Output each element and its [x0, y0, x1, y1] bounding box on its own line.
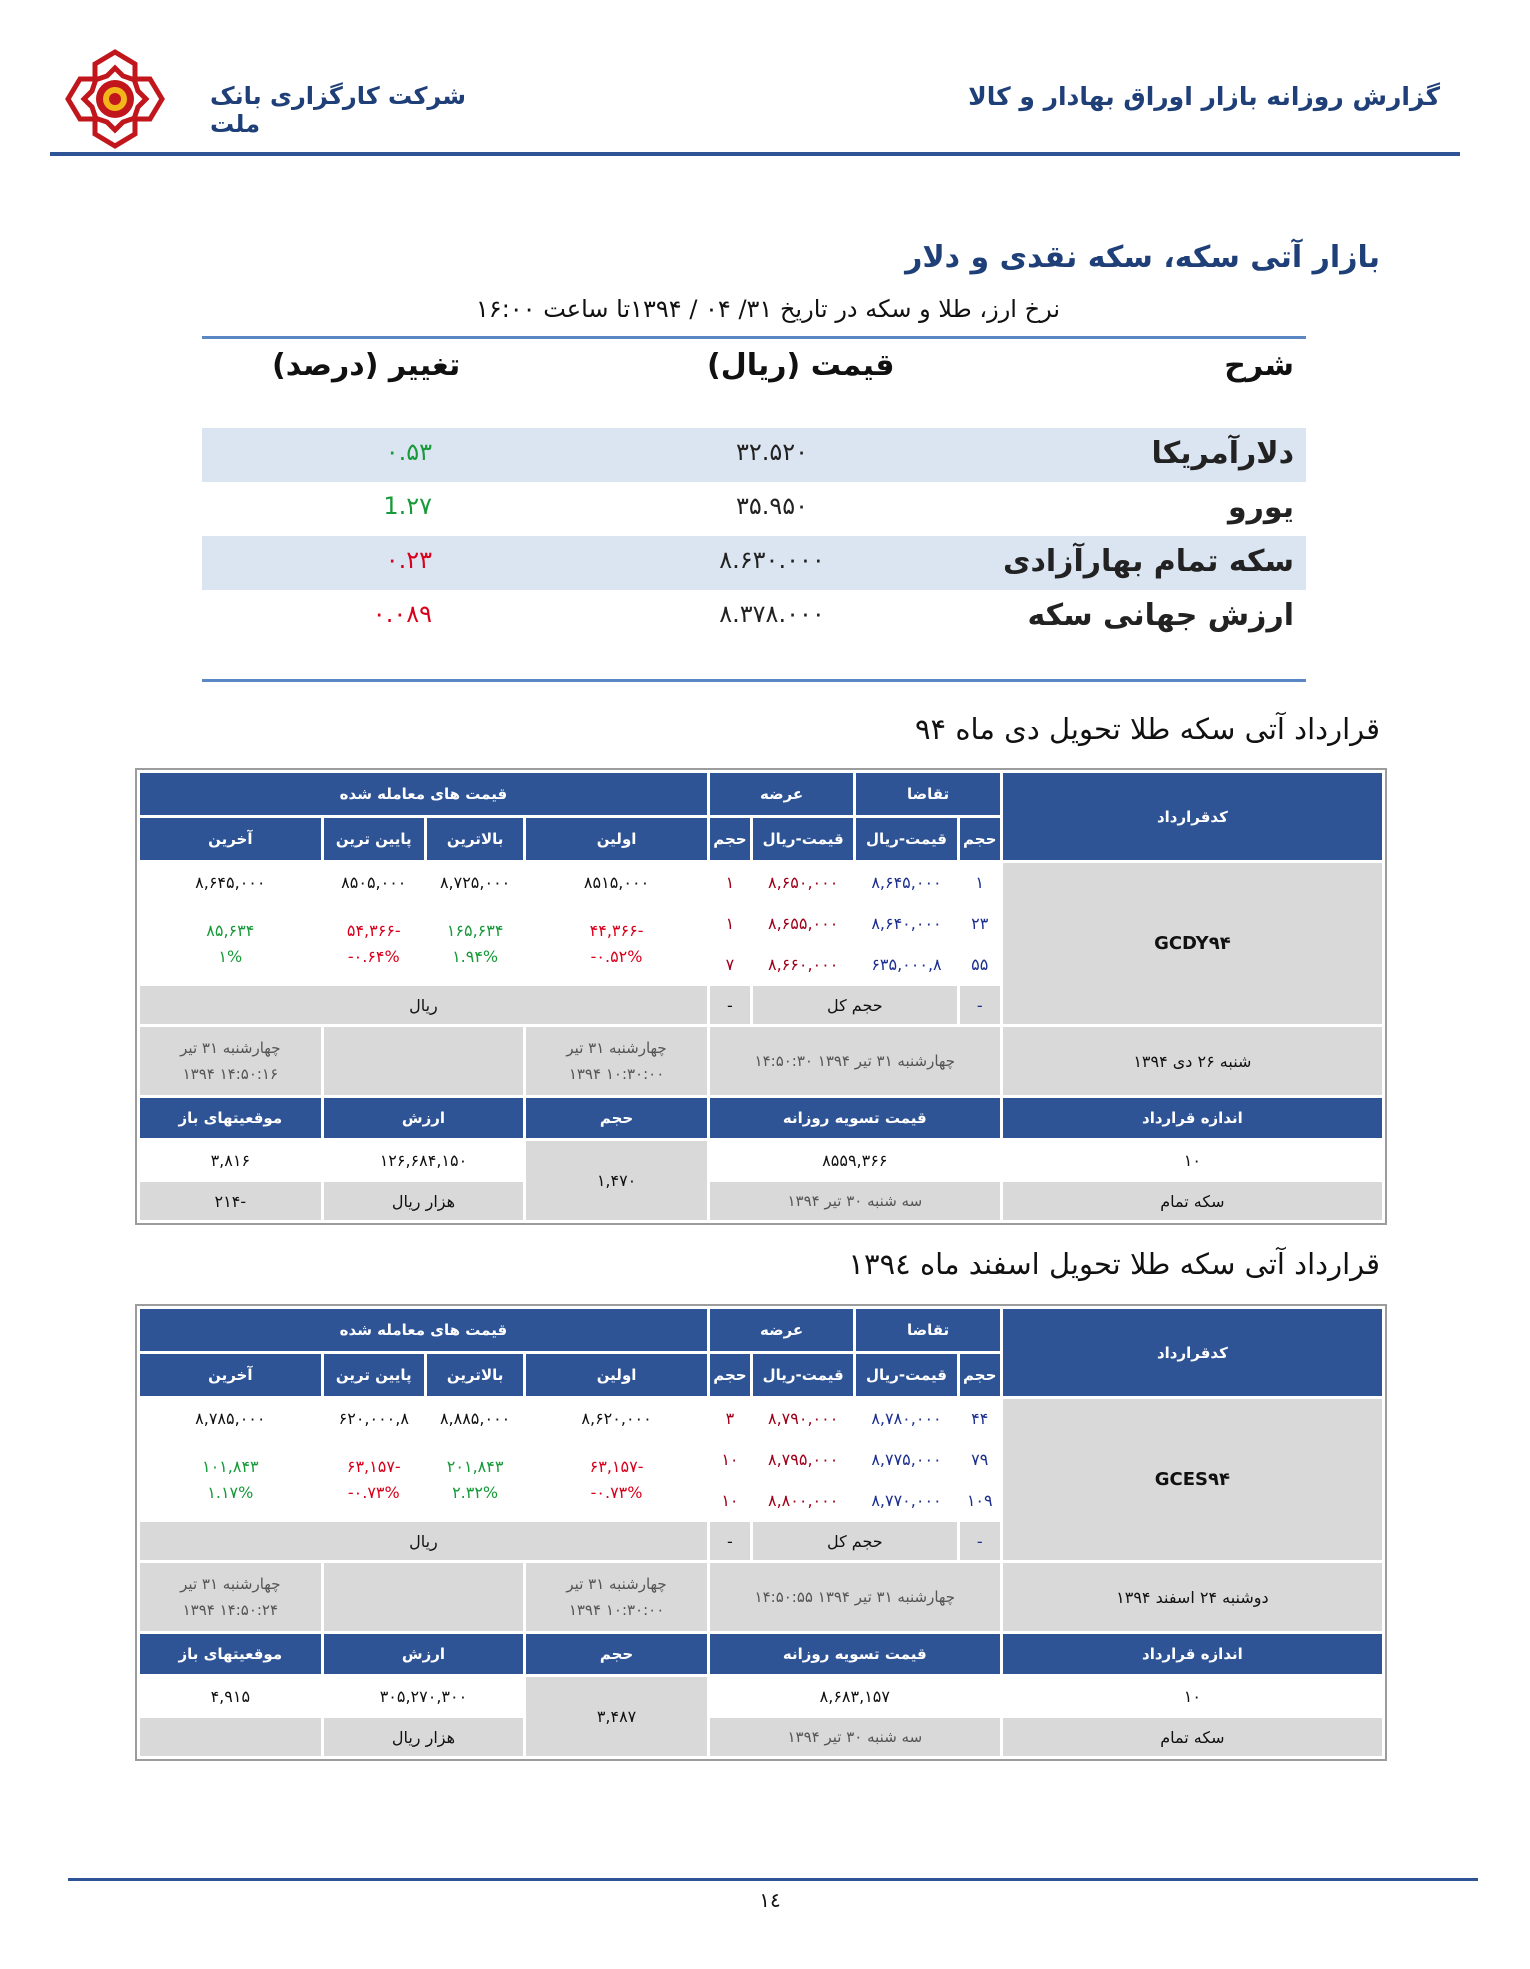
low-change-cell [324, 904, 424, 983]
price-unit: ریال [140, 1522, 707, 1560]
open-positions-change: -۲۱۴ [140, 1182, 321, 1220]
rates-bottom-border [202, 679, 1306, 682]
rate-change: ۰.۲۳ [385, 546, 432, 574]
rate-change: ۰.۰۸۹ [372, 600, 432, 628]
contract-code: GCDY۹۴ [1003, 863, 1382, 1024]
rate-name: یورو [1228, 490, 1294, 525]
high-change-pct: ۲.۳۲% [452, 1482, 499, 1502]
expiry-date: دوشنبه ۲۴ اسفند ۱۳۹۴ [1003, 1563, 1382, 1631]
bid-price: ۸,۷۷۵,۰۰۰ [856, 1440, 956, 1478]
rates-top-border [202, 336, 1306, 339]
header-highest: بالاترین [427, 818, 523, 860]
ask-price: ۸,۶۶۰,۰۰۰ [753, 945, 853, 983]
contract-table [137, 1306, 1385, 1759]
ask-volume: ۱۰ [710, 1481, 750, 1519]
total-volume-dash: - [960, 1522, 1000, 1560]
ask-price: ۸,۶۵۰,۰۰۰ [753, 863, 853, 901]
value-unit: هزار ریال [324, 1718, 524, 1756]
trade-value: ۳۰۵,۲۷۰,۳۰۰ [324, 1677, 524, 1715]
last-trade-time [140, 1027, 321, 1095]
ask-volume: ۱ [710, 904, 750, 942]
lowest-price: ۸۵۰۵,۰۰۰ [324, 863, 424, 901]
last-change: ۸۵,۶۳۴ [206, 920, 255, 940]
first-price: ۸۵۱۵,۰۰۰ [526, 863, 707, 901]
total-volume-dash: - [710, 1522, 750, 1560]
ask-price: ۸,۷۹۵,۰۰۰ [753, 1440, 853, 1478]
rates-table [202, 336, 1306, 682]
bid-volume: ۱۰۹ [960, 1481, 1000, 1519]
first-change-pct: ۰.۵۲%- [590, 946, 643, 966]
low-change-pct: ۰.۷۳%- [347, 1482, 400, 1502]
header-open-positions: موقعیتهای باز [140, 1634, 321, 1674]
header-open-positions: موقعیتهای باز [140, 1098, 321, 1138]
ask-volume: ۱ [710, 863, 750, 901]
header-daily-settlement: قیمت تسویه روزانه [710, 1098, 1000, 1138]
first-trade-day: چهارشنبه ۳۱ تیر [566, 1575, 667, 1593]
header-lowest: پایین ترین [324, 818, 424, 860]
header-lowest: پایین ترین [324, 1354, 424, 1396]
low-change: -۶۳,۱۵۷ [346, 1456, 401, 1476]
header-contract-size: اندازه قرارداد [1003, 1634, 1382, 1674]
order-time: چهارشنبه ۳۱ تیر ۱۳۹۴ ۱۴:۵۰:۳۰ [710, 1027, 1000, 1095]
settlement-date: سه شنبه ۳۰ تیر ۱۳۹۴ [710, 1718, 1000, 1756]
first-change-pct: ۰.۷۳%- [590, 1482, 643, 1502]
rate-change: 1.۲۷ [383, 492, 432, 520]
bid-volume: ۲۳ [960, 904, 1000, 942]
header-first: اولین [526, 1354, 707, 1396]
first-trade-time [526, 1563, 707, 1631]
settlement-date: سه شنبه ۳۰ تیر ۱۳۹۴ [710, 1182, 1000, 1220]
high-change: ۲۰۱,۸۴۳ [446, 1456, 504, 1476]
rates-header-price: قیمت (ریال) [707, 348, 895, 383]
open-positions: ۴,۹۱۵ [140, 1677, 321, 1715]
trade-value: ۱۲۶,۶۸۴,۱۵۰ [324, 1141, 524, 1179]
first-change: -۶۳,۱۵۷ [589, 1456, 644, 1476]
last-trade-time [140, 1563, 321, 1631]
last-trade-day: چهارشنبه ۳۱ تیر [180, 1039, 281, 1057]
header-ask-volume: حجم [710, 1354, 750, 1396]
last-price: ۸,۶۴۵,۰۰۰ [140, 863, 321, 901]
header-last: آخرین [140, 1354, 321, 1396]
first-change-cell [526, 904, 707, 983]
bid-volume: ۷۹ [960, 1440, 1000, 1478]
rates-caption: نرخ ارز، طلا و سکه در تاریخ ۳۱/ ۰۴ / ۱۳۹۴تا ساعت ۱۶:۰۰ [475, 295, 1060, 323]
rate-row [202, 482, 1306, 536]
rate-price: ۸.۳۷۸.۰۰۰ [719, 600, 825, 628]
rate-row [202, 536, 1306, 590]
rates-header-desc: شرح [1224, 348, 1294, 383]
contract-table [137, 770, 1385, 1223]
high-change-cell [427, 904, 523, 983]
bank-mellat-logo-icon [62, 46, 168, 152]
header-divider [50, 152, 1460, 156]
trade-volume: ۱,۴۷۰ [526, 1141, 707, 1220]
low-change-cell [324, 1440, 424, 1519]
lowest-price: ۶۲۰,۰۰۰,۸ [324, 1399, 424, 1437]
order-time: چهارشنبه ۳۱ تیر ۱۳۹۴ ۱۴:۵۰:۵۵ [710, 1563, 1000, 1631]
total-volume-label: حجم کل [753, 986, 957, 1024]
header-last: آخرین [140, 818, 321, 860]
header-value: ارزش [324, 1634, 524, 1674]
first-change-cell [526, 1440, 707, 1519]
last-change-pct: ۱.۱۷% [207, 1482, 254, 1502]
value-unit: هزار ریال [324, 1182, 524, 1220]
header-bid-price: قیمت-ریال [856, 1354, 956, 1396]
header-traded-prices: قیمت های معامله شده [140, 773, 707, 815]
price-unit: ریال [140, 986, 707, 1024]
size-unit: سکه تمام [1003, 1182, 1382, 1220]
page-number: ۱٤ [759, 1888, 781, 1912]
first-trade-day: چهارشنبه ۳۱ تیر [566, 1039, 667, 1057]
rate-row [202, 590, 1306, 644]
empty-cell [324, 1563, 524, 1631]
ask-volume: ۱۰ [710, 1440, 750, 1478]
header-supply: عرضه [710, 1309, 853, 1351]
first-trade-clock: ۱۰:۳۰:۰۰ ۱۳۹۴ [568, 1065, 665, 1083]
bid-volume: ۱ [960, 863, 1000, 901]
rate-name: سکه تمام بهارآزادی [1003, 544, 1294, 579]
expiry-date: شنبه ۲۶ دی ۱۳۹۴ [1003, 1027, 1382, 1095]
header-bid-volume: حجم [960, 818, 1000, 860]
header-bid-volume: حجم [960, 1354, 1000, 1396]
header-ask-price: قیمت-ریال [753, 818, 853, 860]
header-ask-volume: حجم [710, 818, 750, 860]
last-change-cell [140, 904, 321, 983]
settlement-price: ۸,۶۸۳,۱۵۷ [710, 1677, 1000, 1715]
bid-price: ۶۳۵,۰۰۰,۸ [856, 945, 956, 983]
high-change: ۱۶۵,۶۳۴ [446, 920, 504, 940]
header-contract-code: کدقرارداد [1003, 1309, 1382, 1396]
rate-name: ارزش جهانی سکه [1027, 598, 1294, 633]
footer-divider [68, 1878, 1478, 1881]
high-change-pct: ۱.۹۴% [452, 946, 499, 966]
last-trade-day: چهارشنبه ۳۱ تیر [180, 1575, 281, 1593]
last-change-cell [140, 1440, 321, 1519]
rate-price: ۳۲.۵۲۰ [735, 438, 809, 466]
rate-row [202, 428, 1306, 482]
bid-volume: ۴۴ [960, 1399, 1000, 1437]
header-contract-code: کدقرارداد [1003, 773, 1382, 860]
first-trade-clock: ۱۰:۳۰:۰۰ ۱۳۹۴ [568, 1601, 665, 1619]
empty-cell [324, 1027, 524, 1095]
bid-price: ۸,۷۷۰,۰۰۰ [856, 1481, 956, 1519]
header-traded-prices: قیمت های معامله شده [140, 1309, 707, 1351]
bid-price: ۸,۶۴۵,۰۰۰ [856, 863, 956, 901]
low-change-pct: ۰.۶۴%- [347, 946, 400, 966]
trade-volume: ۳,۴۸۷ [526, 1677, 707, 1756]
rate-price: ۳۵.۹۵۰ [735, 492, 809, 520]
total-volume-dash: - [960, 986, 1000, 1024]
company-logo [62, 46, 168, 152]
contract-title: قرارداد آتی سکه طلا تحویل دی ماه ۹۴ [914, 712, 1380, 746]
open-positions-change [140, 1718, 321, 1756]
rate-name: دلارآمریکا [1151, 436, 1294, 471]
ask-volume: ۷ [710, 945, 750, 983]
low-change: -۵۴,۳۶۶ [346, 920, 401, 940]
last-change-pct: ۱% [218, 946, 243, 966]
open-positions: ۳,۸۱۶ [140, 1141, 321, 1179]
highest-price: ۸,۸۸۵,۰۰۰ [427, 1399, 523, 1437]
header-volume: حجم [526, 1634, 707, 1674]
contract-size: ۱۰ [1003, 1677, 1382, 1715]
first-change: -۴۴,۳۶۶ [589, 920, 644, 940]
bid-price: ۸,۶۴۰,۰۰۰ [856, 904, 956, 942]
header-first: اولین [526, 818, 707, 860]
total-volume-label: حجم کل [753, 1522, 957, 1560]
first-price: ۸,۶۲۰,۰۰۰ [526, 1399, 707, 1437]
header-value: ارزش [324, 1098, 524, 1138]
settlement-price: ۸۵۵۹,۳۶۶ [710, 1141, 1000, 1179]
rates-header-change: تغییر (درصد) [272, 348, 461, 383]
ask-price: ۸,۷۹۰,۰۰۰ [753, 1399, 853, 1437]
header-volume: حجم [526, 1098, 707, 1138]
header-bid-price: قیمت-ریال [856, 818, 956, 860]
report-title: گزارش روزانه بازار اوراق بهادار و کالا [968, 82, 1440, 111]
header-ask-price: قیمت-ریال [753, 1354, 853, 1396]
rate-change: ۰.۵۳ [385, 438, 432, 466]
bid-price: ۸,۷۸۰,۰۰۰ [856, 1399, 956, 1437]
last-change: ۱۰۱,۸۴۳ [201, 1456, 259, 1476]
header-contract-size: اندازه قرارداد [1003, 1098, 1382, 1138]
section-title: بازار آتی سکه، سکه نقدی و دلار [905, 240, 1380, 275]
size-unit: سکه تمام [1003, 1718, 1382, 1756]
ask-price: ۸,۸۰۰,۰۰۰ [753, 1481, 853, 1519]
header-demand: تقاضا [856, 773, 999, 815]
contract-size: ۱۰ [1003, 1141, 1382, 1179]
last-trade-clock: ۱۴:۵۰:۲۴ ۱۳۹۴ [182, 1601, 279, 1619]
contract-title: قرارداد آتی سکه طلا تحویل اسفند ماه ۱۳۹٤ [848, 1247, 1380, 1281]
last-price: ۸,۷۸۵,۰۰۰ [140, 1399, 321, 1437]
total-volume-dash: - [710, 986, 750, 1024]
ask-price: ۸,۶۵۵,۰۰۰ [753, 904, 853, 942]
header-demand: تقاضا [856, 1309, 999, 1351]
last-trade-clock: ۱۴:۵۰:۱۶ ۱۳۹۴ [182, 1065, 279, 1083]
header-daily-settlement: قیمت تسویه روزانه [710, 1634, 1000, 1674]
ask-volume: ۳ [710, 1399, 750, 1437]
company-name: شرکت کارگزاری بانک ملت [210, 82, 466, 138]
rate-price: ۸.۶۳۰.۰۰۰ [719, 546, 825, 574]
high-change-cell [427, 1440, 523, 1519]
first-trade-time [526, 1027, 707, 1095]
contract-code: GCES۹۴ [1003, 1399, 1382, 1560]
bid-volume: ۵۵ [960, 945, 1000, 983]
header-supply: عرضه [710, 773, 853, 815]
header-highest: بالاترین [427, 1354, 523, 1396]
highest-price: ۸,۷۲۵,۰۰۰ [427, 863, 523, 901]
